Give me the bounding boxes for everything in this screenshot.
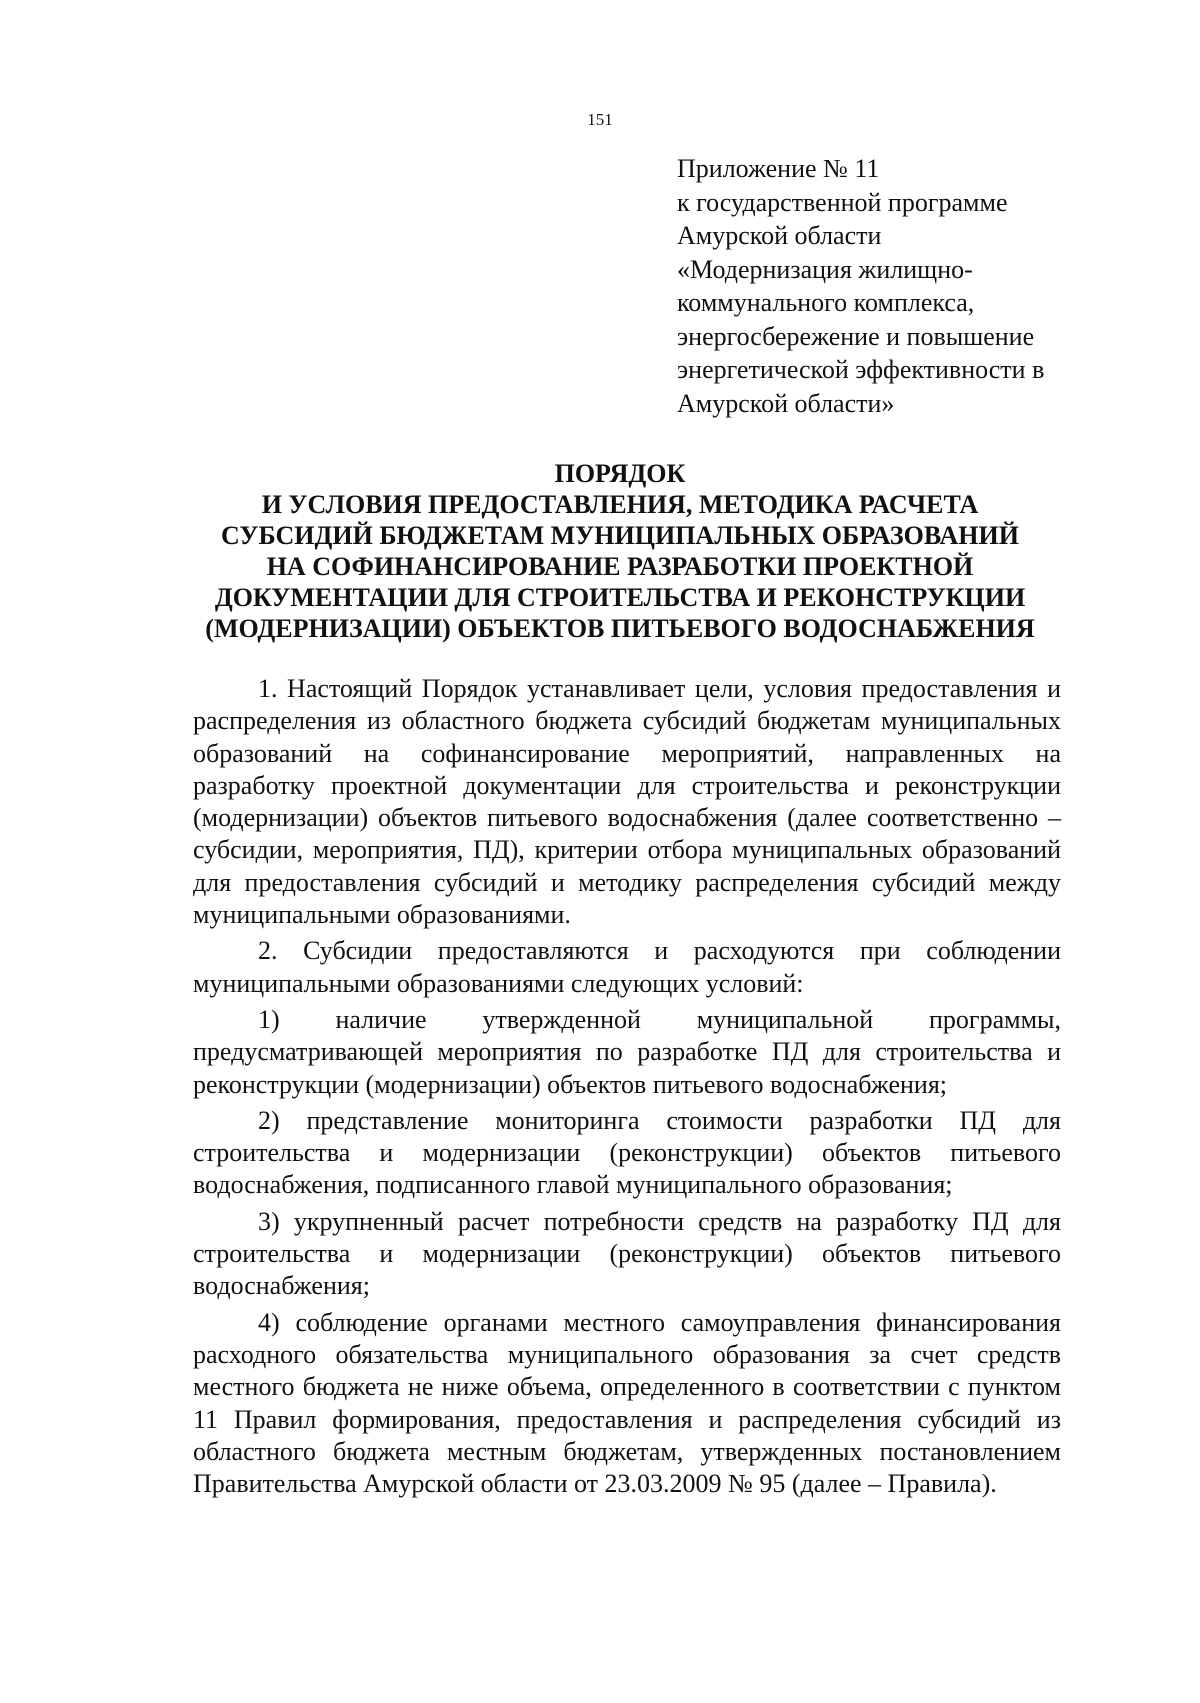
paragraph-1: 1. Настоящий Порядок устанавливает цели, условия предоставления и распределения из областного бюджета субсидий бюджетам муниципальных образований на софинансирование мероприятий, направленных на разработку проектной документации для строительства и реконструкции (модернизации) объектов питьевого водоснабжения (далее соответственно – субсидии, мероприятия, ПД), критерии отбора муниципальных образований для предоставления субсидий и методику распределения субсидий между муниципальными образованиями. (193, 674, 1061, 930)
annex-line: энергосбережение и повышение (677, 321, 1035, 351)
annex-header (677, 152, 1097, 420)
title-line: ПОРЯДОК (554, 459, 686, 488)
annex-line: «Модернизация жилищно- (677, 254, 973, 284)
condition-4: 4) соблюдение органами местного самоуправления финансирования расходного обязательства муниципального образования за счет средств местного бюджета не ниже объема, определенного в соответствии с пунктом 11 Правил формирования, предоставления и распределения субсидий из областного бюджета местным бюджетам, утвержденных постановлением Правительства Амурской области от 23.03.2009 № 95 (далее – Правила). (193, 1307, 1061, 1499)
annex-line: коммунального комплекса, (677, 288, 975, 317)
document-title (150, 458, 1090, 644)
document-body (193, 673, 1061, 1504)
title-line: И УСЛОВИЯ ПРЕДОСТАВЛЕНИЯ, МЕТОДИКА РАСЧЕТА (261, 490, 979, 519)
title-line: ДОКУМЕНТАЦИИ ДЛЯ СТРОИТЕЛЬСТВА И РЕКОНСТРУКЦИИ (214, 583, 1026, 612)
condition-1: 1) наличие утвержденной муниципальной программы, предусматривающей мероприятия по разработке ПД для строительства и реконструкции (модернизации) объектов питьевого водоснабжения; (193, 1004, 1061, 1099)
title-line: (МОДЕРНИЗАЦИИ) ОБЪЕКТОВ ПИТЬЕВОГО ВОДОСНАБЖЕНИЯ (205, 614, 1035, 643)
condition-3: 3) укрупненный расчет потребности средств на разработку ПД для строительства и модернизации (реконструкции) объектов питьевого водоснабжения; (193, 1206, 1061, 1301)
annex-line: к государственной программе (677, 187, 1008, 217)
paragraph-2: 2. Субсидии предоставляются и расходуются при соблюдении муниципальными образованиями следующих условий: (193, 936, 1061, 998)
annex-line: Амурской области» (677, 388, 895, 418)
condition-2: 2) представление мониторинга стоимости разработки ПД для строительства и модернизации (реконструкции) объектов питьевого водоснабжения, подписанного главой муниципального образования; (193, 1105, 1061, 1200)
page-number: 151 (587, 110, 613, 129)
title-line: НА СОФИНАНСИРОВАНИЕ РАЗРАБОТКИ ПРОЕКТНОЙ (266, 552, 974, 581)
annex-line: Амурской области (677, 221, 882, 250)
title-line: СУБСИДИЙ БЮДЖЕТАМ МУНИЦИПАЛЬНЫХ ОБРАЗОВАНИЙ (221, 521, 1019, 550)
annex-line: Приложение № 11 (677, 154, 880, 183)
annex-line: энергетической эффективности в (677, 355, 1045, 384)
